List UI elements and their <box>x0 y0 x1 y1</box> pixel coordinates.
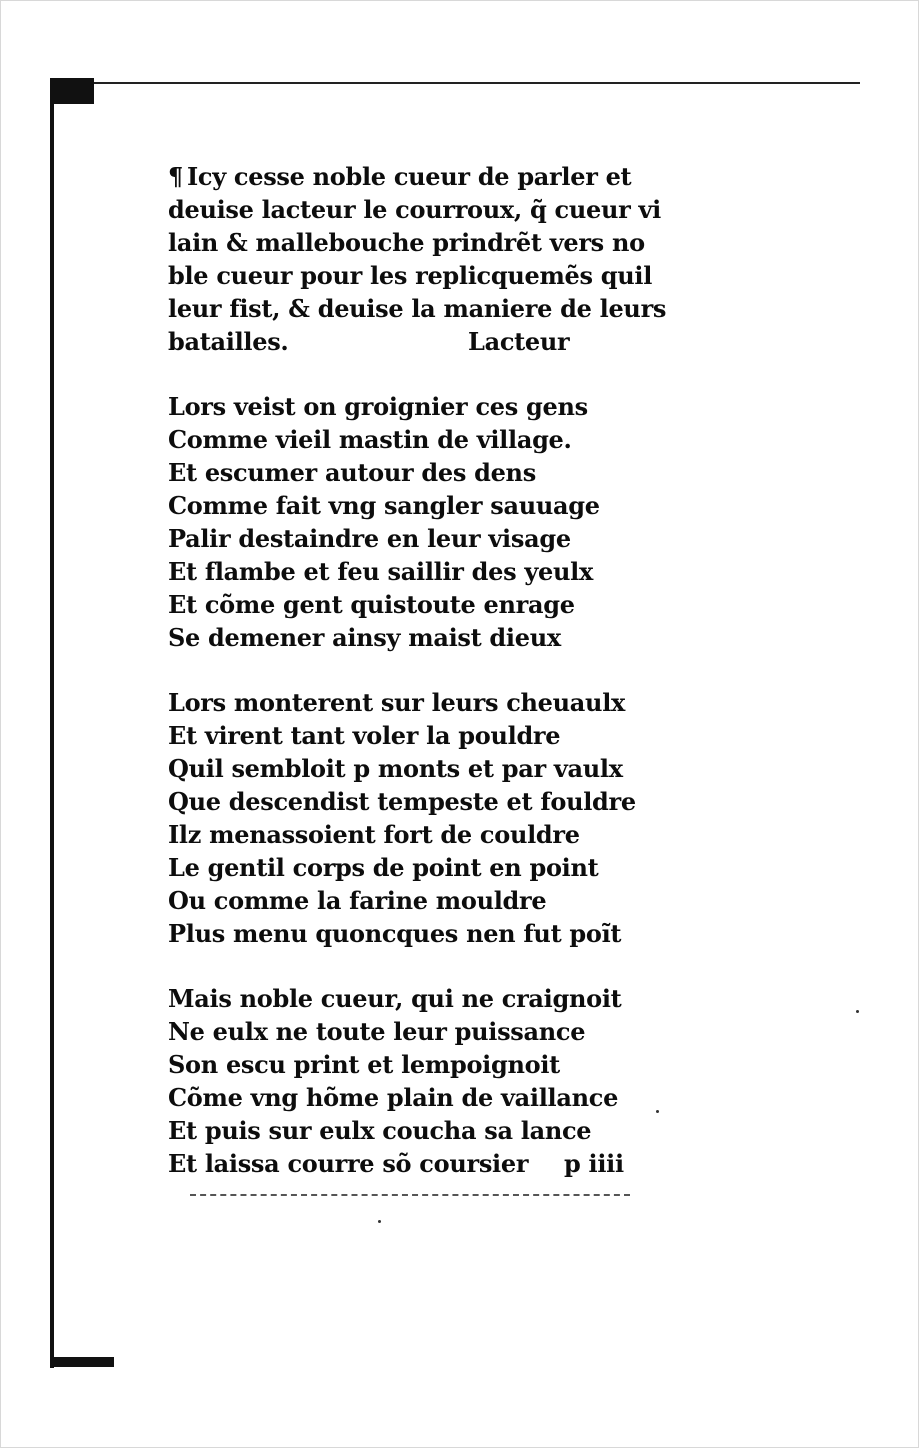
stanza-2 <box>168 686 638 950</box>
verse-line: Se demener ainsy maist dieux <box>168 623 561 652</box>
ink-speck <box>856 1010 859 1013</box>
verse-line: Ou comme la farine mouldre <box>168 886 547 915</box>
intro-line <box>168 325 638 358</box>
verse-line: Cõme vng hõme plain de vaillance <box>168 1083 619 1112</box>
verse-line: Et virent tant voler la pouldre <box>168 721 561 750</box>
intro-line: ble cueur pour les replicquemẽs quil <box>168 261 653 290</box>
verse-line: Comme vieil mastin de village. <box>168 425 572 454</box>
verse-line: Et flambe et feu saillir des yeulx <box>168 557 593 586</box>
verse-line: Et cõme gent quistoute enrage <box>168 590 575 619</box>
verse-line: Le gentil corps de point en point <box>168 853 599 882</box>
speaker-label: Lacteur <box>468 327 570 356</box>
stanza-3 <box>168 982 638 1180</box>
verse-line: Et puis sur eulx coucha sa lance <box>168 1116 592 1145</box>
intro-line: deuise lacteur le courroux, q̃ cueur vi <box>168 195 661 224</box>
verse-line <box>168 1147 638 1180</box>
verse-line: Mais noble cueur, qui ne craignoit <box>168 984 622 1013</box>
verse-line: Plus menu quoncques nen fut poĩt <box>168 919 622 948</box>
intro-last-line: batailles. <box>168 327 289 356</box>
text-block <box>168 160 667 1180</box>
verse-line: Lors monterent sur leurs cheuaulx <box>168 688 626 717</box>
intro-line: lain & mallebouche prindrẽt vers no <box>168 228 645 257</box>
bottom-dash-rule <box>190 1194 630 1196</box>
verse-line: Lors veist on groignier ces gens <box>168 392 588 421</box>
verse-line: Ilz menassoient fort de couldre <box>168 820 580 849</box>
binding-edge <box>50 78 54 1368</box>
signature-mark: p iiii <box>564 1149 624 1178</box>
binding-corner-top <box>50 78 94 104</box>
ink-speck <box>378 1220 381 1223</box>
verse-line: Palir destaindre en leur visage <box>168 524 571 553</box>
intro-line: leur fist, & deuise la maniere de leurs <box>168 294 667 323</box>
stanza-1 <box>168 390 638 654</box>
verse-line: Que descendist tempeste et fouldre <box>168 787 636 816</box>
verse-line: Son escu print et lempoignoit <box>168 1050 560 1079</box>
binding-corner-bottom <box>50 1357 114 1367</box>
intro-line: ¶ Icy cesse noble cueur de parler et <box>168 162 632 191</box>
pilcrow-icon: ¶ <box>168 162 183 191</box>
verse-line-text: Et laissa courre sõ coursier <box>168 1149 529 1178</box>
verse-line: Comme fait vng sangler sauuage <box>168 491 600 520</box>
verse-line: Quil sembloit p monts et par vaulx <box>168 754 623 783</box>
top-rule <box>94 82 860 84</box>
intro-paragraph <box>168 160 667 358</box>
ink-speck <box>656 1110 659 1113</box>
verse-line: Ne eulx ne toute leur puissance <box>168 1017 586 1046</box>
verse-line: Et escumer autour des dens <box>168 458 536 487</box>
